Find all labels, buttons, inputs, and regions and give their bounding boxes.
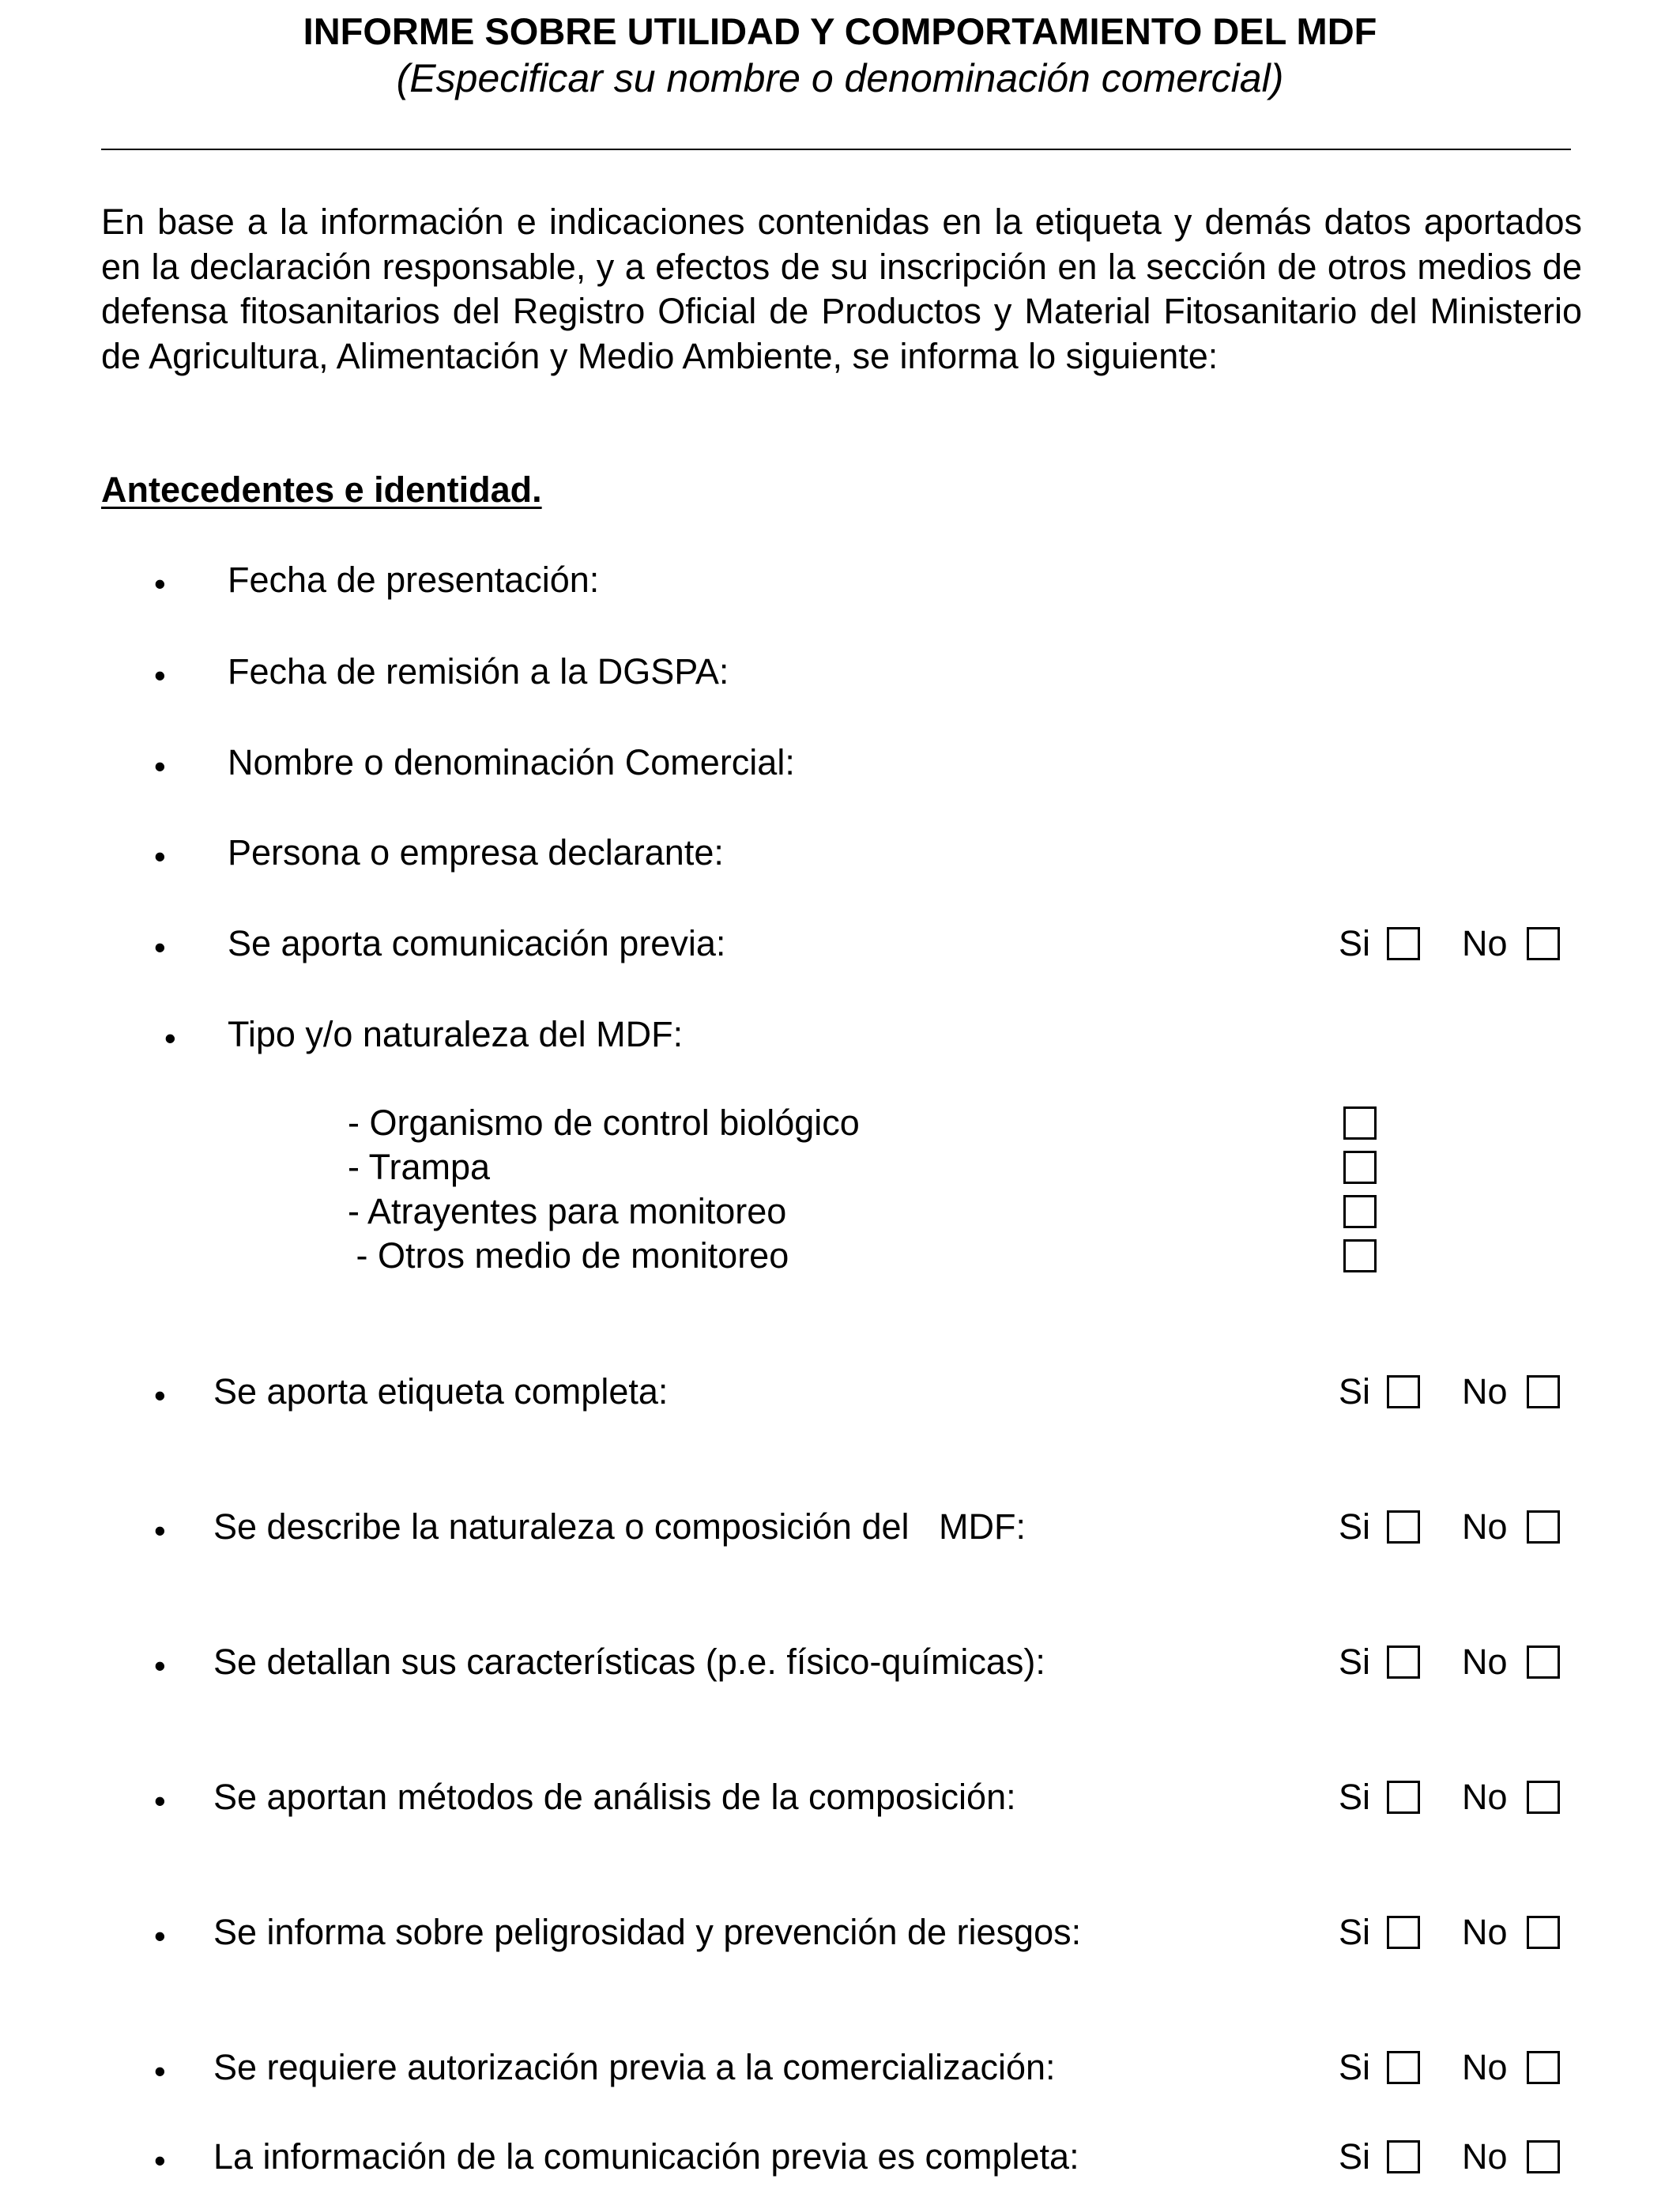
no-label: No [1462,1777,1508,1817]
type-checkbox-otros[interactable] [1343,1239,1377,1272]
si-label: Si [1339,1506,1371,1547]
bullet-icon: • [154,1647,166,1684]
no-checkbox[interactable] [1527,2140,1560,2173]
type-option-organismo: - Organismo de control biológico [348,1103,860,1143]
si-label: Si [1339,1642,1371,1682]
bullet-icon: • [154,1917,166,1955]
item-comunicacion-previa: Se aporta comunicación previa: [228,923,726,963]
si-label: Si [1339,2136,1371,2177]
bullet-icon: • [154,2053,166,2090]
item-caracteristicas: Se detallan sus características (p.e. físico-químicas): [213,1642,1045,1682]
item-metodos-analisis: Se aportan métodos de análisis de la composición: [213,1777,1016,1817]
bullet-icon: • [164,1020,176,1057]
no-label: No [1462,1912,1508,1952]
bullet-icon: • [154,565,166,602]
si-checkbox[interactable] [1387,927,1420,960]
bullet-icon: • [154,838,166,875]
si-checkbox[interactable] [1387,1781,1420,1814]
item-nombre-comercial: Nombre o denominación Comercial: [228,742,795,782]
si-label: Si [1339,2047,1371,2087]
item-persona-declarante: Persona o empresa declarante: [228,832,724,873]
header-divider [101,149,1571,150]
type-checkbox-atrayentes[interactable] [1343,1195,1377,1228]
no-label: No [1462,1506,1508,1547]
bullet-icon: • [154,1377,166,1414]
no-label: No [1462,2136,1508,2177]
no-checkbox[interactable] [1527,1916,1560,1949]
document-title: INFORME SOBRE UTILIDAD Y COMPORTAMIENTO DEL MDF [303,10,1377,52]
item-etiqueta-completa: Se aporta etiqueta completa: [213,1371,669,1412]
item-peligrosidad: Se informa sobre peligrosidad y prevención de riesgos: [213,1912,1082,1952]
item-fecha-remision: Fecha de remisión a la DGSPA: [228,651,729,692]
si-checkbox[interactable] [1387,1510,1420,1544]
no-checkbox[interactable] [1527,1375,1560,1408]
section-heading: Antecedentes e identidad. [101,469,542,510]
no-checkbox[interactable] [1527,1781,1560,1814]
no-label: No [1462,923,1508,963]
document-subtitle: (Especificar su nombre o denominación comercial) [396,56,1284,100]
si-checkbox[interactable] [1387,1375,1420,1408]
item-autorizacion-previa: Se requiere autorización previa a la comercialización: [213,2047,1056,2087]
si-checkbox[interactable] [1387,1916,1420,1949]
no-label: No [1462,1371,1508,1412]
bullet-icon: • [154,2142,166,2179]
type-option-otros: - Otros medio de monitoreo [346,1235,789,1276]
bullet-icon: • [154,929,166,966]
bullet-icon: • [154,1782,166,1819]
no-checkbox[interactable] [1527,1510,1560,1544]
si-label: Si [1339,1777,1371,1817]
si-checkbox[interactable] [1387,1646,1420,1679]
no-label: No [1462,2047,1508,2087]
item-fecha-presentacion: Fecha de presentación: [228,560,600,600]
si-label: Si [1339,1912,1371,1952]
item-informacion-completa: La información de la comunicación previa es completa: [213,2136,1079,2177]
item-naturaleza-composicion: Se describe la naturaleza o composición del MDF: [213,1506,1026,1547]
no-checkbox[interactable] [1527,2051,1560,2084]
bullet-icon: • [154,748,166,785]
bullet-icon: • [154,1512,166,1549]
si-label: Si [1339,923,1371,963]
type-checkbox-organismo[interactable] [1343,1106,1377,1140]
no-checkbox[interactable] [1527,1646,1560,1679]
si-checkbox[interactable] [1387,2051,1420,2084]
type-checkbox-trampa[interactable] [1343,1151,1377,1184]
type-option-trampa: - Trampa [348,1147,491,1187]
type-option-atrayentes: - Atrayentes para monitoreo [348,1191,787,1231]
intro-paragraph: En base a la información e indicaciones contenidas en la etiqueta y demás datos aportados en la declaración responsable, y a efectos de su inscripción en la sección de otros medios de defensa fitosanitarios del Registro Oficial de Productos y Material Fitosanitario del Ministerio de Agricultura, Alimentación y Medio Ambiente, se informa lo siguiente: [101,202,1582,376]
si-checkbox[interactable] [1387,2140,1420,2173]
no-label: No [1462,1642,1508,1682]
bullet-icon: • [154,657,166,694]
item-tipo-naturaleza: Tipo y/o naturaleza del MDF: [228,1014,684,1054]
no-checkbox[interactable] [1527,927,1560,960]
si-label: Si [1339,1371,1371,1412]
